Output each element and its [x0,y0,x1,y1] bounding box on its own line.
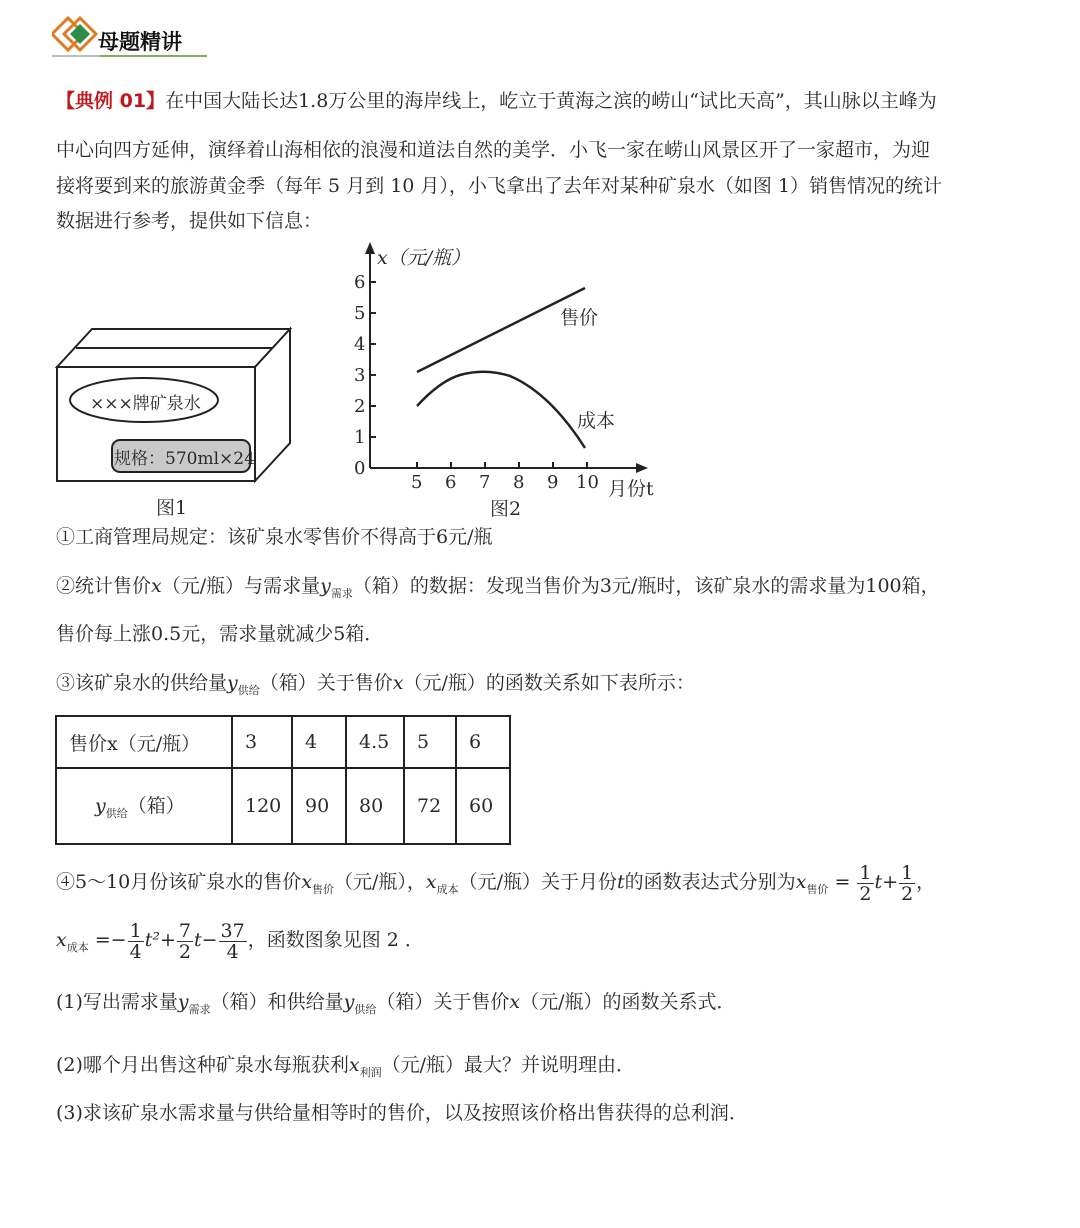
example-label: 【典例 01】 [56,90,166,112]
x-tick-5: 5 [411,472,423,493]
y-axis-label: x（元/瓶） [377,247,471,269]
x-tick-7: 7 [479,472,491,493]
table-cell: 80 [346,768,404,844]
y-tick-5: 5 [354,303,366,324]
table-cell: 90 [292,768,346,844]
info-item-2: ②统计售价x（元/瓶）与需求量$y_{需求}$（箱）的数据：发现当售价为3元/瓶时，该矿泉水的需求量为100箱， [56,575,940,600]
question-1: (1)写出需求量$y_{需求}$（箱）和供给量$y_{供给}$（箱）关于售价x（元/瓶）的函数关系式． [56,991,736,1016]
formula-price: $x_{售价}$ = $\frac{1}{2}$ t+ $\frac{1}{2}$ ， [795,861,936,905]
x-tick-8: 8 [513,472,525,493]
x-axis-label: 月份t [608,478,654,500]
y-tick-0: 0 [354,458,366,479]
price-series-line [417,288,585,372]
table-cell: 60 [456,768,510,844]
cost-series-label: 成本 [577,410,616,432]
intro-line-1: 【典例 01】在中国大陆长达1.8万公里的海岸线上，屹立于黄海之滨的崂山“试比天高”，其山脉以主峰为 [56,90,937,112]
info-item-4: ④5～10月份该矿泉水的售价$x_{售价}$（元/瓶），$x_{成本}$（元/瓶）关于月份t的函数表达式分别为$x_{售价}$ = $\frac{1}{2}$ t+ $\frac{1}{2}$ ， [56,861,936,905]
figure-1 [54,325,294,520]
x-tick-10: 10 [576,472,599,493]
spec-label: 规格：570ml×24 [114,449,255,469]
question-2: (2)哪个月出售这种矿泉水每瓶获利$x_{利润}$（元/瓶）最大？并说明理由． [56,1054,636,1079]
section-title: 母题精讲 [98,30,182,54]
info-item-2-cont: 售价每上涨0.5元，需求量就减少5箱． [56,623,384,645]
intro-line-2: 中心向四方延伸，演绎着山海相依的浪漫和道法自然的美学．小飞一家在崂山风景区开了一家超市，为迎 [56,139,931,161]
figure-1-caption: 图1 [156,497,188,519]
table-header-price: 售价x（元/瓶） [56,716,232,768]
y-tick-4: 4 [354,334,366,355]
table-cell: 6 [456,716,510,768]
section-header [52,12,212,62]
header-divider-gray [52,55,100,57]
question-3: (3)求该矿泉水需求量与供给量相等时的售价，以及按照该价格出售获得的总利润． [56,1102,748,1124]
table-cell: 72 [404,768,456,844]
table-cell: 4 [292,716,346,768]
y-tick-2: 2 [354,396,366,417]
table-cell: 120 [232,768,292,844]
table-cell: 4.5 [346,716,404,768]
table-cell: 3 [232,716,292,768]
table-row-supply [56,768,510,844]
table-row-price [56,716,510,768]
brand-label: ×××牌矿泉水 [90,394,201,414]
intro-line-4: 数据进行参考，提供如下信息： [56,210,323,232]
y-tick-3: 3 [354,365,366,386]
figure-2-chart [340,238,670,523]
x-tick-9: 9 [547,472,559,493]
price-series-label: 售价 [560,307,599,329]
y-tick-6: 6 [354,272,366,293]
info-item-3: ③该矿泉水的供给量$y_{供给}$（箱）关于售价x（元/瓶）的函数关系如下表所示： [56,672,695,697]
x-tick-6: 6 [445,472,457,493]
table-cell: 5 [404,716,456,768]
header-divider-green [100,55,207,57]
intro-line-3: 接将要到来的旅游黄金季（每年 5 月到 10 月），小飞拿出了去年对某种矿泉水（如图 1）销售情况的统计 [56,175,943,197]
figure-2-caption: 图2 [490,498,522,520]
cost-series-curve [417,372,585,448]
supply-table [55,715,511,845]
info-item-1: ①工商管理局规定：该矿泉水零售价不得高于6元/瓶 [56,526,493,548]
y-tick-1: 1 [354,427,366,448]
diamond-logo-icon [52,16,100,56]
formula-cost: $x_{成本}$ =− $\frac{1}{4}$ t²+ $\frac{7}{2}$ t− $\frac{37}{4}$ ，函数图象见图 2 ． [56,919,424,963]
table-header-supply: $y_{供给}$（箱） [56,768,232,844]
